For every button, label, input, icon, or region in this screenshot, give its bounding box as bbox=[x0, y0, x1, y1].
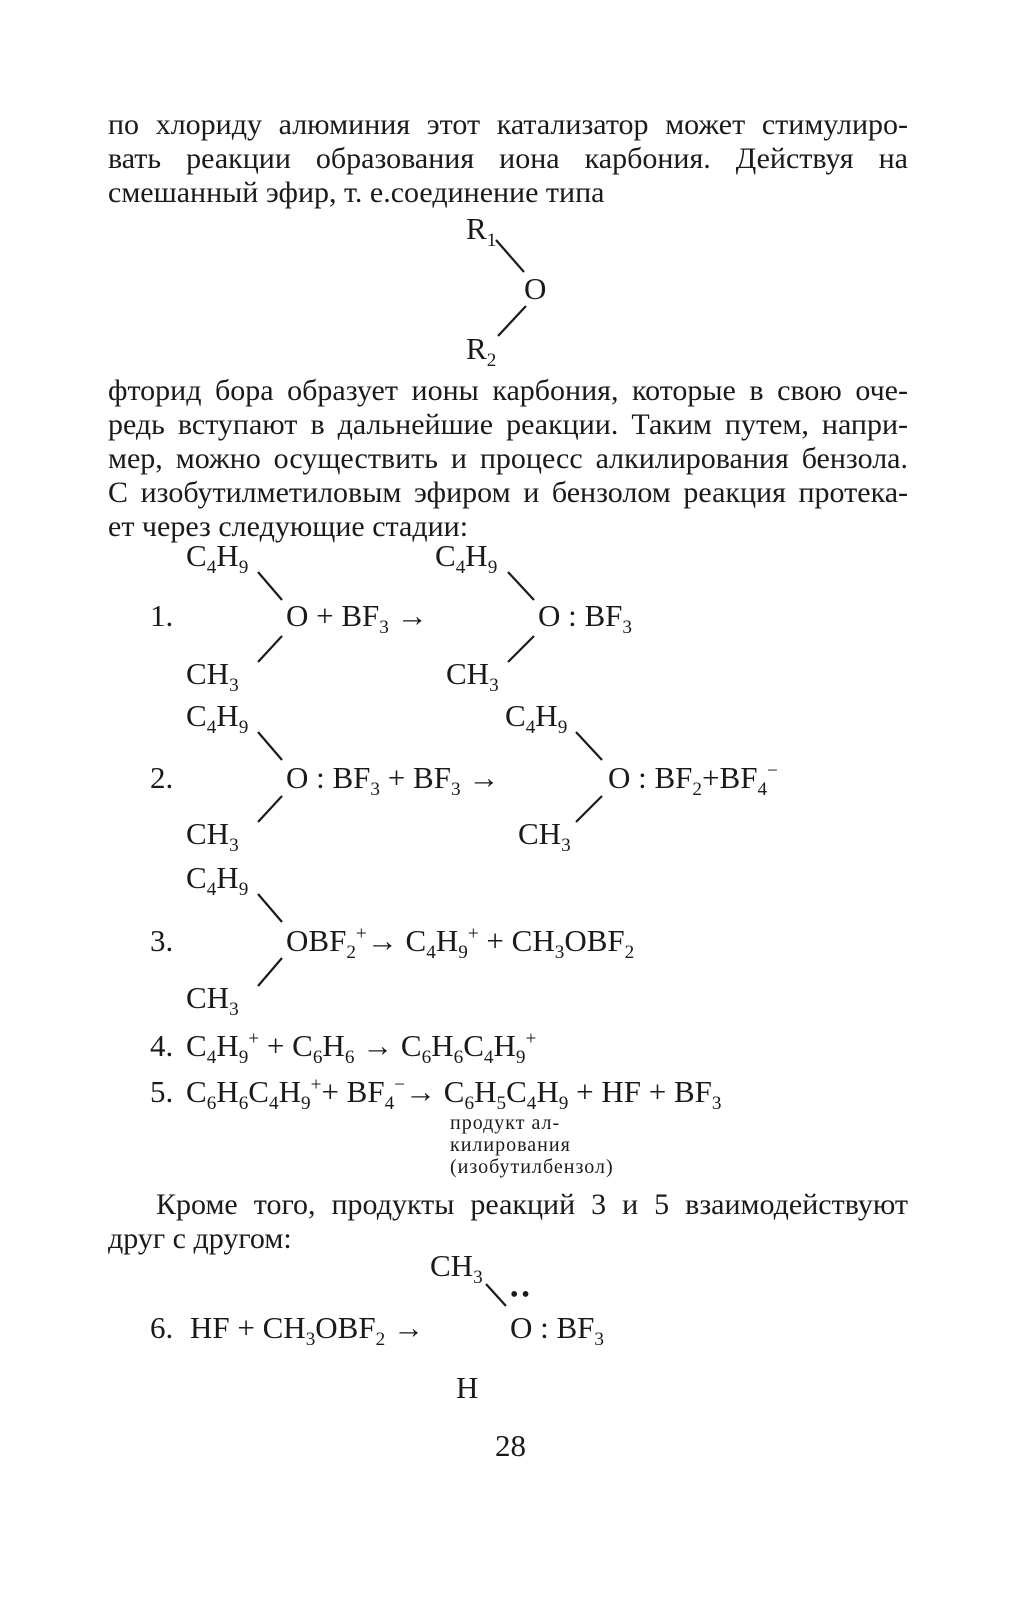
step1-equation-left: $O + BF_3$ → bbox=[286, 598, 428, 639]
bond-line bbox=[258, 958, 282, 986]
step6-bottom: H bbox=[456, 1370, 479, 1405]
ether-oxygen: O bbox=[524, 271, 547, 306]
step2-bottom-right: $CH_3$ bbox=[518, 816, 571, 857]
step3-top: $C_4H_9$ bbox=[186, 860, 249, 901]
step5-number: 5. bbox=[150, 1074, 174, 1109]
step2-top-left: $C_4H_9$ bbox=[186, 698, 249, 739]
note-line: килирования bbox=[450, 1134, 571, 1156]
step3-number: 3. bbox=[150, 923, 174, 958]
text-line: друг с другом: bbox=[108, 1222, 292, 1255]
step1-top-right: $C_4H_9$ bbox=[435, 538, 498, 579]
text-line: Кроме того, продукты реакций 3 и 5 взаимодействуют bbox=[156, 1188, 908, 1221]
step6-product: O : $BF_3$ bbox=[510, 1310, 605, 1351]
note-line: (изобутилбензол) bbox=[450, 1156, 614, 1178]
step6-lone-pair: •• bbox=[510, 1282, 533, 1308]
bond-line bbox=[508, 572, 534, 600]
step6-number: 6. bbox=[150, 1310, 174, 1345]
bond-line bbox=[496, 240, 524, 272]
step2-bottom-left: $CH_3$ bbox=[186, 816, 239, 857]
page-number: 28 bbox=[495, 1428, 526, 1463]
step1-top-left: $C_4H_9$ bbox=[186, 538, 249, 579]
bond-line bbox=[498, 306, 526, 336]
bond-line bbox=[508, 636, 534, 662]
bond-line bbox=[576, 732, 602, 760]
text-line: ет через следующие стадии: bbox=[108, 510, 469, 543]
ether-r2: $R_2$ bbox=[466, 331, 497, 372]
text-line: по хлориду алюминия этот катализатор может стимулиро- bbox=[108, 108, 908, 141]
step6-equation-left: HF + $CH_3OBF_2$ → bbox=[190, 1310, 424, 1351]
text-line: мер, можно осуществить и процесс алкилирования бензола. bbox=[108, 442, 908, 475]
step2-product: O : $BF_2+BF_4^-$ bbox=[608, 760, 778, 801]
step4-number: 4. bbox=[150, 1028, 174, 1063]
note-line: продукт ал- bbox=[450, 1112, 561, 1134]
step2-number: 2. bbox=[150, 760, 174, 795]
text-line: фторид бора образует ионы карбония, которые в свою оче- bbox=[108, 374, 908, 407]
step2-equation-left: O : $BF_3 + BF_3$ → bbox=[286, 760, 500, 801]
bond-line bbox=[258, 732, 282, 760]
ether-r1: $R_1$ bbox=[466, 211, 497, 252]
text-line: С изобутилметиловым эфиром и бензолом реакция протека- bbox=[108, 476, 908, 509]
text-line: смешанный эфир, т. е.соединение типа bbox=[108, 176, 605, 209]
bond-line bbox=[486, 1284, 506, 1306]
step1-bottom-left: $CH_3$ bbox=[186, 656, 239, 697]
step4-equation: $C_4H_9^+ + C_6H_6 \to C_6H_6C_4H_9^+$ bbox=[186, 1028, 537, 1069]
step5-note bbox=[450, 1112, 614, 1178]
step6-top: $CH_3$ bbox=[430, 1248, 483, 1289]
paragraph-interaction bbox=[108, 1188, 908, 1256]
step3-equation: $OBF_2^+\to C_4H_9^+ + CH_3OBF_2$ bbox=[286, 923, 635, 964]
bond-line bbox=[576, 796, 602, 822]
text-line: вать реакции образования иона карбония. Действуя на bbox=[108, 142, 908, 175]
step3-bottom: $CH_3$ bbox=[186, 980, 239, 1021]
paragraph-description bbox=[108, 374, 908, 544]
step2-top-right: $C_4H_9$ bbox=[505, 698, 568, 739]
bond-line bbox=[258, 636, 282, 662]
bond-line bbox=[258, 894, 282, 922]
step1-bottom-right: $CH_3$ bbox=[446, 656, 499, 697]
paragraph-intro bbox=[108, 108, 908, 210]
step1-number: 1. bbox=[150, 598, 174, 633]
text-line: редь вступают в дальнейшие реакции. Таким путем, напри- bbox=[108, 408, 908, 441]
bond-line bbox=[258, 572, 282, 600]
bond-line bbox=[258, 796, 282, 822]
step5-equation: $C_6H_6C_4H_9^++ BF_4^-\to C_6H_5C_4H_9$ + HF + $BF_3$ bbox=[186, 1074, 722, 1115]
step1-product: O : $BF_3$ bbox=[538, 598, 633, 639]
